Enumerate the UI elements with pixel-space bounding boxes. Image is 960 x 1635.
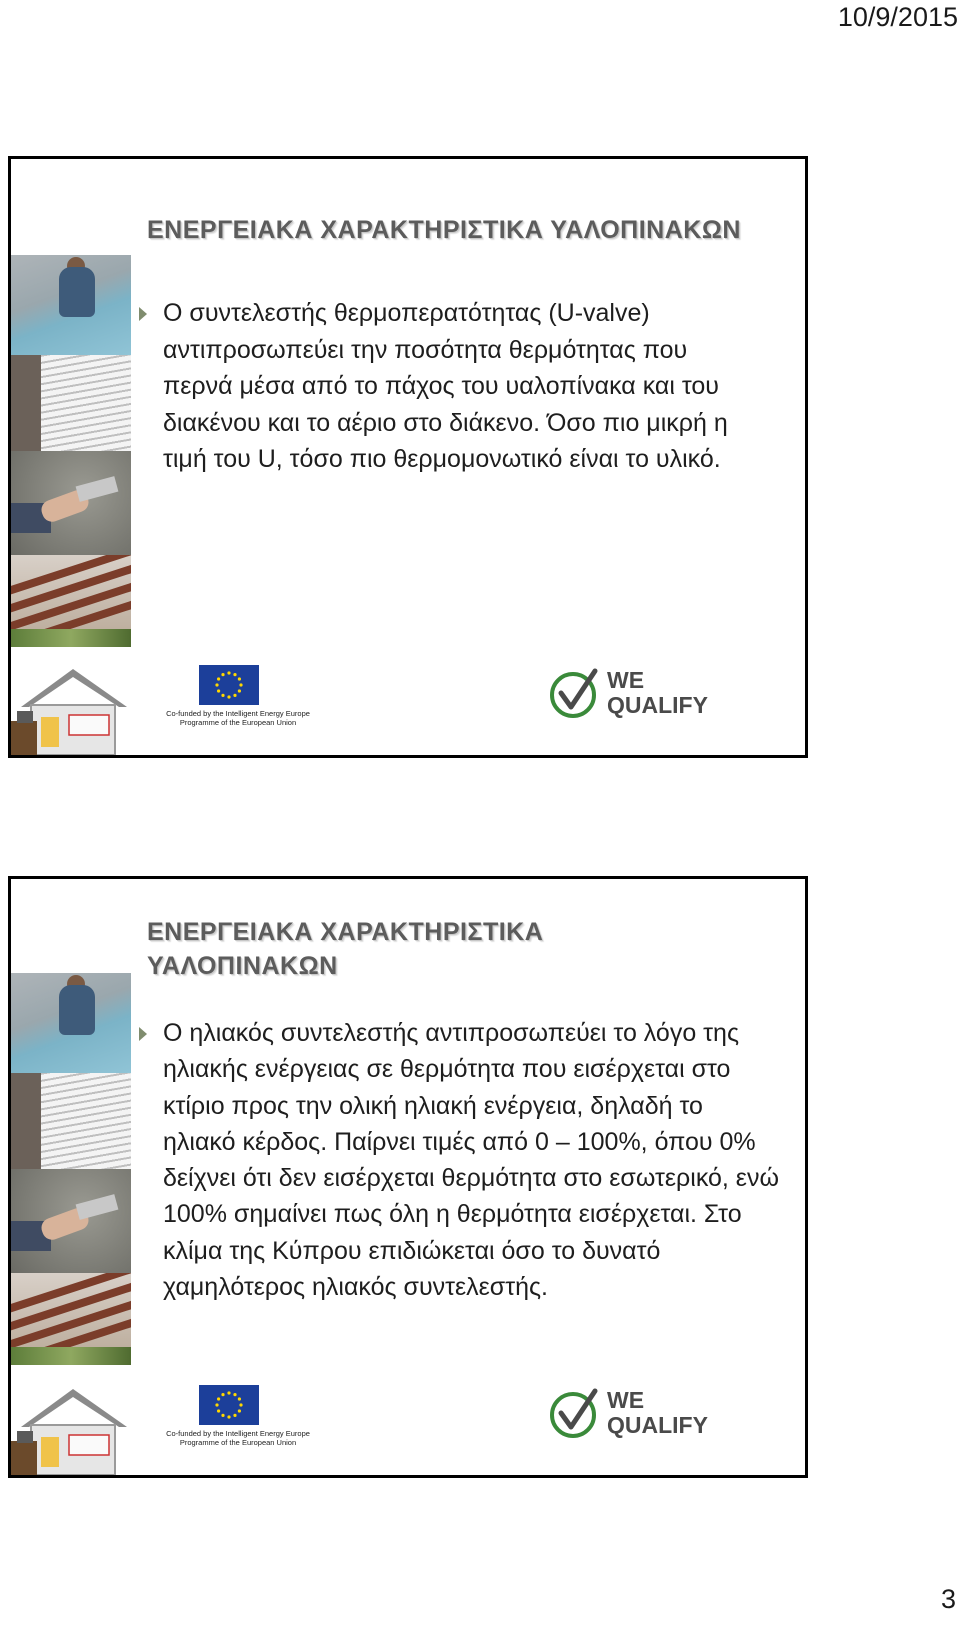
logo-line: WE — [607, 1387, 645, 1413]
photo-strip — [11, 255, 131, 675]
checkmark-icon — [549, 667, 601, 719]
we-qualify-logo — [549, 1383, 719, 1443]
slide-2 — [8, 876, 808, 1478]
slide-body-text: Ο συντελεστής θερμοπερατότητας (U-valve) αντιπροσωπεύει την ποσότητα θερμότητας που περνά μέσα από το πάχος του υαλοπίνακα και του διακένου και το αέριο στο διάκενο. Όσο πιο μικρή η τιμή του U, τόσο πιο θερμομονωτικό είναι το υλικό. — [163, 299, 728, 473]
eu-caption-line: Programme of the European Union — [179, 1438, 297, 1447]
eu-caption — [153, 1429, 323, 1447]
pergola-photo — [11, 555, 131, 647]
page-date: 10/9/2015 — [837, 2, 958, 32]
logo-line: QUALIFY — [607, 692, 708, 718]
eu-flag-icon — [199, 665, 259, 705]
plaster-photo — [11, 451, 131, 555]
slide-1 — [8, 156, 808, 758]
house-icon — [11, 1385, 131, 1475]
logo-line: QUALIFY — [607, 1412, 708, 1438]
pergola-photo — [11, 1273, 131, 1365]
eu-caption — [153, 709, 323, 727]
photo-strip — [11, 973, 131, 1393]
slide-body-text: Ο ηλιακός συντελεστής αντιπροσωπεύει το λόγο της ηλιακής ενέργειας σε θερμότητα που εισέρχεται στο κτίριο προς την ολική ηλιακή ενέργεια, δηλαδή το ηλιακό κέρδος. Παίρνει τιμές από 0 – 100%, όπου 0% δείχνει ότι δεν εισέρχεται θερμότητα στο εσωτερικό, ενώ 100% σημαίνει πως όλη η θερμότητα εισέρχεται. Στο κλίμα της Κύπρου επιδιώκεται όσο το δυνατό χαμηλότερος ηλιακός συντελεστής. — [163, 1019, 779, 1302]
worker-photo — [11, 973, 131, 1073]
eu-flag-icon — [199, 1385, 259, 1425]
bullet-item — [139, 1015, 779, 1305]
shutter-photo — [11, 1073, 131, 1169]
slide-title: ΕΝΕΡΓΕΙΑΚΑ ΧΑΡΑΚΤΗΡΙΣΤΙΚΑ ΥΑΛΟΠΙΝΑΚΩΝ — [147, 918, 544, 980]
house-icon — [11, 665, 131, 755]
logo-line: WE — [607, 667, 645, 693]
page-number: 3 — [940, 1584, 956, 1614]
bullet-icon — [139, 1027, 147, 1041]
shutter-photo — [11, 355, 131, 451]
slide-title: ΕΝΕΡΓΕΙΑΚΑ ΧΑΡΑΚΤΗΡΙΣΤΙΚΑ ΥΑΛΟΠΙΝΑΚΩΝ — [147, 216, 741, 244]
eu-caption-line: Co-funded by the Intelligent Energy Europe — [166, 709, 310, 718]
eu-caption-line: Programme of the European Union — [179, 718, 297, 727]
bullet-icon — [139, 307, 147, 321]
eu-caption-line: Co-funded by the Intelligent Energy Europe — [166, 1429, 310, 1438]
plaster-photo — [11, 1169, 131, 1273]
bullet-item — [139, 295, 749, 478]
checkmark-icon — [549, 1387, 601, 1439]
worker-photo — [11, 255, 131, 355]
we-qualify-logo — [549, 663, 719, 723]
